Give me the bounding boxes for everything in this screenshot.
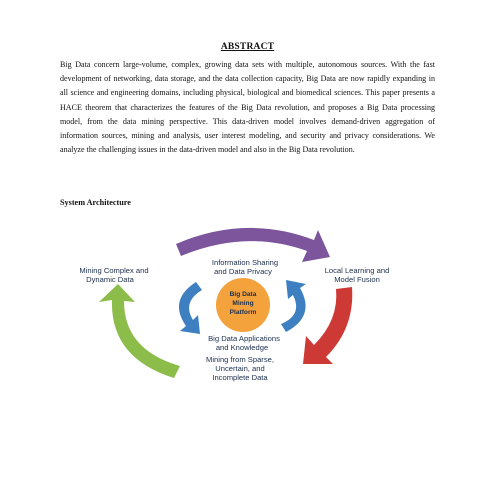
center-label-line-3: Platform bbox=[229, 309, 257, 316]
top-arrow bbox=[176, 228, 330, 262]
inner-right-arrow bbox=[281, 280, 306, 332]
center-label-line-1: Big Data bbox=[229, 291, 257, 298]
bottom-inner-label-line-2: and Knowledge bbox=[215, 343, 269, 352]
left-outer-label-line-1: Mining Complex and bbox=[79, 266, 149, 275]
top-inner-label-line-2: and Data Privacy bbox=[214, 267, 272, 276]
section-heading: System Architecture bbox=[60, 198, 131, 207]
left-outer-label-line-2: Dynamic Data bbox=[86, 275, 134, 284]
left-arrow bbox=[99, 284, 180, 378]
right-outer-label-line-1: Local Learning and bbox=[324, 266, 390, 275]
bottom-outer-label-line-3: Incomplete Data bbox=[212, 373, 268, 382]
inner-left-arrow bbox=[179, 282, 202, 334]
top-inner-label-line-1: Information Sharing bbox=[211, 258, 279, 267]
center-label-line-2: Mining bbox=[232, 300, 254, 307]
abstract-body: Big Data concern large-volume, complex, growing data sets with multiple, autonomous sources. With the fast development of networking, data storage, and the data collection capacity, Big Data are now rapidly expanding in all science and engineering domains, including physical, biological and biomedical sciences. This paper presents a HACE theorem that characterizes the features of the Big Data revolution, and proposes a Big Data processing model, from the data mining perspective. This data-driven model involves demand-driven aggregation of information sources, mining and analysis, user interest modeling, and security and privacy considerations. We analyze the challenging issues in the data-driven model and also in the Big Data revolution. bbox=[60, 60, 435, 155]
right-arrow bbox=[303, 287, 352, 364]
bottom-inner-label-line-1: Big Data Applications bbox=[208, 334, 280, 343]
abstract-title: ABSTRACT bbox=[220, 42, 275, 52]
bottom-outer-label-line-1: Mining from Sparse, bbox=[206, 355, 274, 364]
right-outer-label-line-2: Model Fusion bbox=[334, 275, 380, 284]
bottom-outer-label-line-2: Uncertain, and bbox=[215, 364, 265, 373]
